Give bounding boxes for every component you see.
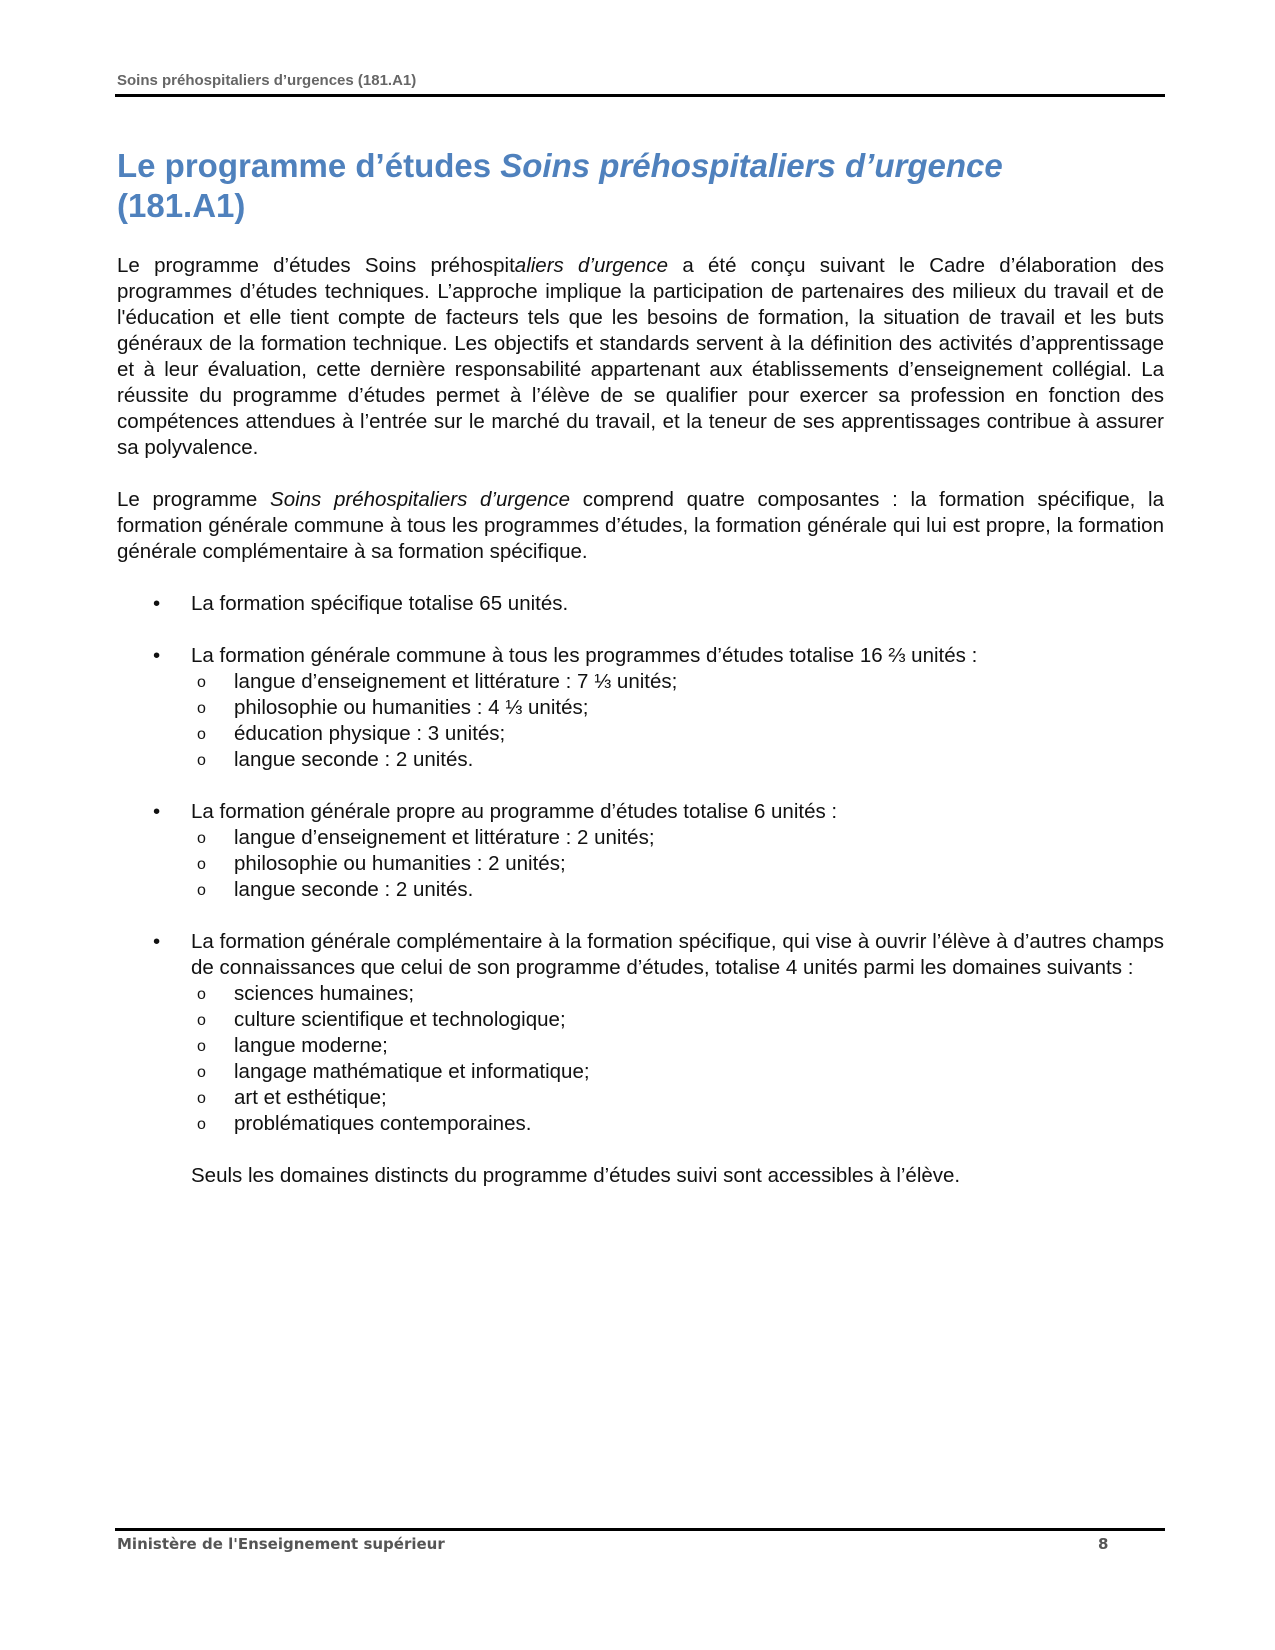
title-code: (181.A1) (117, 187, 246, 224)
sub-list-item: o art et esthétique; (191, 1085, 1164, 1111)
list-item (117, 799, 1164, 903)
sub-list-item: o langue d’enseignement et littérature : 2 unités; (191, 825, 1164, 851)
sub-list-item: o problématiques contemporaines. (191, 1111, 1164, 1137)
list-item (117, 929, 1164, 1137)
sub-list-item: o langage mathématique et informatique; (191, 1059, 1164, 1085)
sub-list-item: o langue moderne; (191, 1033, 1164, 1059)
header-rule (115, 94, 1165, 97)
sub-list-item: o culture scientifique et technologique; (191, 1007, 1164, 1033)
sub-list-item: o éducation physique : 3 unités; (191, 721, 1164, 747)
intro-paragraph (117, 253, 1164, 461)
sub-list-item: o langue d’enseignement et littérature : 7 ⅓ unités; (191, 669, 1164, 695)
text: Le programme d’études Soins préhospit (117, 254, 515, 277)
text: comprend quatre composantes : la formation spécifique, la formation générale commune à tous les programmes d’études, la formation générale qui lui est propre, la formation générale complémentaire à sa formation spécifique. (117, 488, 1164, 563)
sub-list (191, 669, 1164, 773)
text-italic: aliers d’urgence (514, 254, 669, 277)
list-item-text: La formation spécifique totalise 65 unités. (191, 592, 569, 615)
sub-list-item: o philosophie ou humanities : 2 unités; (191, 851, 1164, 877)
sub-list-item: o langue seconde : 2 unités. (191, 877, 1164, 903)
list-item-text: La formation générale propre au programme d’études totalise 6 unités : (191, 800, 838, 823)
title-text: Le programme d’études (117, 147, 501, 184)
page-title (117, 146, 1167, 226)
document-body (117, 253, 1164, 1189)
footer-rule (115, 1528, 1165, 1531)
sub-list (191, 825, 1164, 903)
list-item (117, 591, 1164, 617)
components-paragraph (117, 487, 1164, 565)
sub-list-item: o sciences humaines; (191, 981, 1164, 1007)
sub-list-item: o philosophie ou humanities : 4 ⅓ unités; (191, 695, 1164, 721)
list-item-text: La formation générale complémentaire à la formation spécifique, qui vise à ouvrir l’élève à d’autres champs de connaissances que celui de son programme d’études, totalise 4 unités parmi les domaines suivants : (191, 930, 1164, 979)
components-list (117, 591, 1164, 1137)
page-number: 8 (1098, 1535, 1109, 1553)
sub-list (191, 981, 1164, 1137)
sub-list-item: o langue seconde : 2 unités. (191, 747, 1164, 773)
running-header: Soins préhospitaliers d’urgences (181.A1) (117, 72, 417, 89)
text-italic: Soins préhospitaliers d’urgence (270, 488, 571, 511)
list-item (117, 643, 1164, 773)
text: a été conçu suivant le Cadre d’élaboration des programmes d’études techniques. L’approche implique la participation de partenaires des milieux du travail et de l'éducation et elle tient compte de facteurs tels que les besoins de formation, la situation de travail et les buts généraux de la formation technique. Les objectifs et standards servent à la définition des activités d’apprentissage et à leur évaluation, cette dernière responsabilité appartenant aux établissements d’enseignement collégial. La réussite du programme d’études permet à l’élève de se qualifier pour exercer sa profession en fonction des compétences attendues à l’entrée sur le marché du travail, et la teneur de ses apprentissages contribue à assurer sa polyvalence. (117, 254, 1164, 459)
note: Seuls les domaines distincts du programme d’études suivi sont accessibles à l’élève. (191, 1164, 961, 1187)
footer-ministry: Ministère de l'Enseignement supérieur (117, 1535, 445, 1553)
text: Le programme (117, 488, 271, 511)
title-italic: Soins préhospitaliers d’urgence (500, 147, 1003, 184)
list-item-text: La formation générale commune à tous les programmes d’études totalise 16 ⅔ unités : (191, 644, 978, 667)
